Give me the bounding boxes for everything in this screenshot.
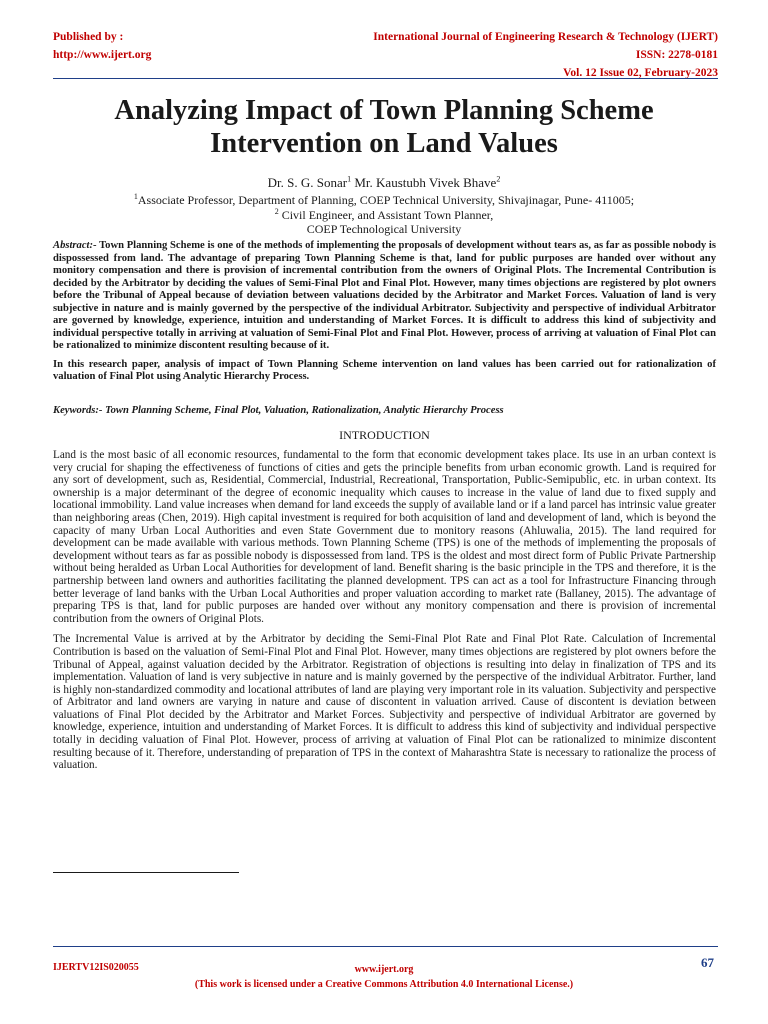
journal-volume: Vol. 12 Issue 02, February-2023 bbox=[563, 67, 718, 79]
header-divider bbox=[53, 78, 718, 79]
body-paragraph-1: Land is the most basic of all economic resources, fundamental to the form that economic development takes place. Its use in an urban context is very crucial for shaping the effectiveness of functions of cities and gets the principle benefits from urban economic growth. Land is required for any sort of development, such as, Residential, Commercial, Industrial, Recreational, Transportation, Public-Semipublic, etc. in urban context. Its ownership is a major determinant of the degree of economic inequality which causes to increase in the value of land due to fixed supply and locational immobility. Land value increases when demand for land exceeds the supply of available land or if a land parcel has intrinsic value greater than neighboring areas (Chen, 2019). High capital investment is required for both acquisition of land and development of land, which is beyond the capacity of many Urban Local Authorities and even State Government due to monitory reasons (Ahluwalia, 2015). The land required for development can be made available with various methods. Town Planning Scheme (TPS) is one of the methods of implementing the proposals of development without tears as far as possible nobody is dispossessed from land. TPS is the oldest and most direct form of Public Private Partnership without being heralded as Urban Local Authorities for development of land. Benefit sharing is the basic principle in the TPS and therefore, it is the partnership between land owners and authorities facilitating the planned development. TPS can act as a tool for Infrastructure Financing through better leverage of land banks with the Urban Local Authorities and proper valuation according to market rate (Ballaney, 2015). The advantage of preparing TPS is that, land for public purposes are handed over without any monitory compensation and there is provision of incremental contribution from the owners of Original Plots. bbox=[53, 449, 716, 625]
author-2-sup: 2 bbox=[496, 174, 501, 184]
affiliation-2 bbox=[40, 208, 728, 222]
title-line-2: Intervention on Land Values bbox=[210, 128, 558, 159]
affiliation-1 bbox=[40, 193, 728, 207]
footnote-divider bbox=[53, 872, 239, 873]
publisher-url-link[interactable]: http://www.ijert.org bbox=[53, 49, 152, 61]
page-number: 67 bbox=[701, 955, 714, 970]
affiliation-2-institution: COEP Technological University bbox=[306, 222, 462, 236]
affiliation-2-sup: 2 bbox=[274, 207, 279, 216]
affiliation-1-text: Associate Professor, Department of Planning, COEP Technical University, Shivajinagar, Pune- 411005; bbox=[137, 193, 635, 207]
keywords: Keywords:- Town Planning Scheme, Final Plot, Valuation, Rationalization, Analytic Hierarchy Process bbox=[53, 405, 504, 416]
title-line-1: Analyzing Impact of Town Planning Scheme bbox=[114, 95, 654, 126]
section-heading-introduction: INTRODUCTION bbox=[339, 428, 430, 442]
author-2: Mr. Kaustubh Vivek Bhave bbox=[351, 175, 497, 190]
journal-name: International Journal of Engineering Research & Technology (IJERT) bbox=[373, 31, 718, 43]
abstract bbox=[53, 240, 716, 390]
affiliation-1-sup: 1 bbox=[133, 192, 138, 201]
abstract-paragraph-1 bbox=[53, 240, 716, 353]
author-1-sup: 1 bbox=[347, 174, 352, 184]
journal-info bbox=[373, 28, 718, 82]
author-list bbox=[40, 175, 728, 191]
publisher-label: Published by : bbox=[53, 31, 124, 43]
paper-title bbox=[40, 94, 728, 160]
footer-divider bbox=[53, 946, 718, 947]
body-paragraph-2: The Incremental Value is arrived at by the Arbitrator by deciding the Semi-Final Plot Rate and Final Plot Rate. Calculation of Incremental Contribution is based on the valuation of Semi-Final Plot and Final Plot. However, many times objections are registered by plot owners before the Tribunal of Appeal, against valuation decided by the Arbitrator. Registration of objections is resulting into delay in finalization of TPS and its implementation. Valuation of land is very subjective in nature and is mainly governed by the perspective of the individual Arbitrator. Further, land is highly non-standardized commodity and locational attributes of land are playing very important role in its valuation. Subjectivity and perspective of Arbitrator and land owners are varying in nature and cause of discontent in valuation arrived. Cause of discontent is deviation between valuations of Final Plot decided by the Arbitrator and Market Forces. Subjectivity and perspective of individual Arbitrator are governed by knowledge, experience, intuition and understanding of Market Forces. It is difficult to address this kind of subjectivity and individual perspective totally in deciding valuation of Final Plot. However, process of arriving at valuation of Final Plot can be rationalized to minimize discontent resulting because of it. Therefore, understanding of preparation of TPS in the context of Maharashtra State is necessary to rationalize the process of valuation. bbox=[53, 633, 716, 772]
footer-center bbox=[0, 962, 768, 992]
abstract-text-1: - Town Planning Scheme is one of the methods of implementing the proposals of development without tears as, as far as possible nobody is dispossessed from land. The advantage of preparing Town Planning Scheme is that, land for public purposes are handed over without any monitory compensation and there is provision of incremental contribution from the owners of Original Plots. The Incremental Contribution is decided by the Arbitrator by deciding the values of Semi-Final Plot and Final Plot. However, many times objections are registered by plot owners before the Tribunal of Appeal because of deviation between valuations decided by the Arbitrator and Market Forces. Valuation of land is very subjective in nature and is mainly governed by the perspective of the individual Arbitrator. Subjectivity and perspective of individual Arbitrator are governed by knowledge, experience, intuition and understanding of Market Forces. It is difficult to address this kind of subjectivity and individual perspective totally in arriving at valuation of Semi-Final Plot and Final Plot. However, process of arriving at valuation of Final Plot can be rationalized to minimize discontent resulting because of it. bbox=[53, 240, 716, 351]
affiliation-2-line-1: Civil Engineer, and Assistant Town Planner, bbox=[278, 208, 494, 222]
footer-url-link[interactable]: www.ijert.org bbox=[354, 964, 414, 975]
abstract-paragraph-2: In this research paper, analysis of impact of Town Planning Scheme intervention on land values has been carried out for rationalization of valuation of Final Plot using Analytic Hierarchy Process. bbox=[53, 358, 716, 382]
license-notice: (This work is licensed under a Creative Commons Attribution 4.0 International License.) bbox=[194, 979, 574, 990]
journal-publisher bbox=[53, 28, 151, 64]
introduction-body bbox=[53, 449, 716, 780]
abstract-label: Abstract: bbox=[53, 240, 94, 251]
journal-issn: ISSN: 2278-0181 bbox=[635, 49, 718, 61]
author-1: Dr. S. G. Sonar bbox=[267, 175, 348, 190]
paper-id: IJERTV12IS020055 bbox=[53, 962, 139, 973]
